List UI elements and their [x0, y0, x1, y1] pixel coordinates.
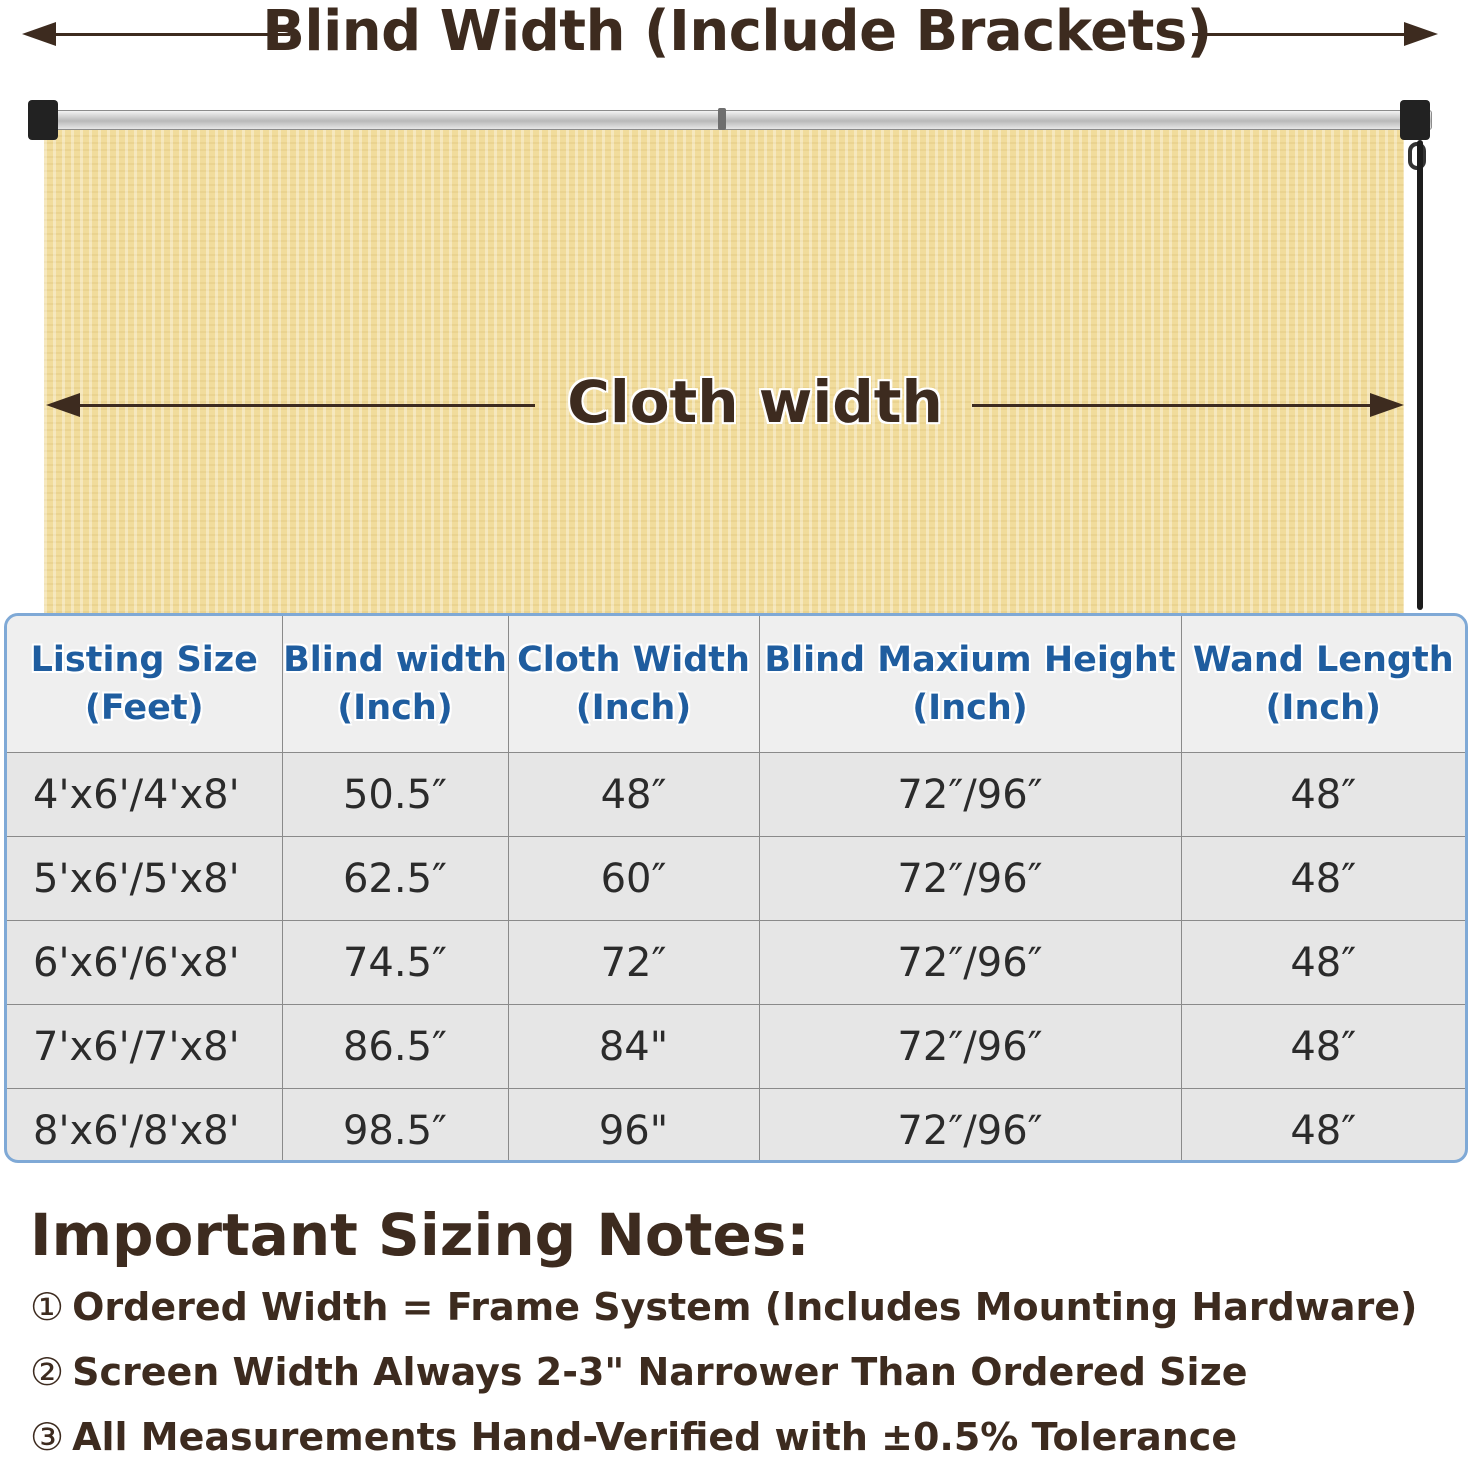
cell-cloth-width: 48″: [508, 753, 759, 837]
cell-blind-width: 98.5″: [282, 1089, 508, 1164]
right-bracket: [1400, 100, 1430, 140]
cell-blind-width: 86.5″: [282, 1005, 508, 1089]
table-row: [7, 921, 1465, 1005]
cell-cloth-width: 84": [508, 1005, 759, 1089]
note-item-1: [30, 1280, 1450, 1334]
left-bracket: [28, 100, 58, 140]
size-table: [4, 613, 1468, 1163]
header-cloth-width: Cloth Width (Inch): [508, 616, 759, 753]
cloth-width-arrow-left-line: [70, 404, 535, 407]
note-item-3: [30, 1410, 1450, 1464]
cloth-width-arrow-left-head: [46, 393, 80, 417]
table-row: [7, 753, 1465, 837]
note-item-2: [30, 1345, 1450, 1399]
cell-wand-length: 48″: [1181, 1005, 1465, 1089]
cell-max-height: 72″/96″: [759, 921, 1181, 1005]
cell-max-height: 72″/96″: [759, 753, 1181, 837]
cell-listing-size: 5'x6'/5'x8': [7, 837, 282, 921]
cell-listing-size: 8'x6'/8'x8': [7, 1089, 282, 1164]
note-text-3: All Measurements Hand-Verified with ±0.5% Tolerance: [72, 1415, 1238, 1459]
rail-joint: [718, 108, 726, 130]
cell-listing-size: 6'x6'/6'x8': [7, 921, 282, 1005]
notes-title: Important Sizing Notes:: [30, 1201, 810, 1269]
note-text-2: Screen Width Always 2-3" Narrower Than Ordered Size: [72, 1350, 1248, 1394]
header-blind-max-height: Blind Maxium Height (Inch): [759, 616, 1181, 753]
cloth-width-label: Cloth width: [567, 368, 943, 436]
note-number-2: ②: [30, 1350, 65, 1394]
cell-cloth-width: 72″: [508, 921, 759, 1005]
cell-blind-width: 62.5″: [282, 837, 508, 921]
header-listing-size: Listing Size (Feet): [7, 616, 282, 753]
cell-blind-width: 50.5″: [282, 753, 508, 837]
header-wand-length: Wand Length (Inch): [1181, 616, 1465, 753]
cell-cloth-width: 96": [508, 1089, 759, 1164]
table-row: [7, 1089, 1465, 1164]
cell-wand-length: 48″: [1181, 921, 1465, 1005]
table-row: [7, 837, 1465, 921]
control-wand: [1417, 140, 1423, 610]
note-number-3: ③: [30, 1415, 65, 1459]
table-row: [7, 1005, 1465, 1089]
cell-wand-length: 48″: [1181, 1089, 1465, 1164]
cell-max-height: 72″/96″: [759, 1005, 1181, 1089]
note-number-1: ①: [30, 1285, 65, 1329]
blind-width-title: Blind Width (Include Brackets): [262, 0, 1212, 64]
header-blind-width: Blind width (Inch): [282, 616, 508, 753]
cell-wand-length: 48″: [1181, 837, 1465, 921]
cell-blind-width: 74.5″: [282, 921, 508, 1005]
cell-max-height: 72″/96″: [759, 837, 1181, 921]
cell-listing-size: 4'x6'/4'x8': [7, 753, 282, 837]
table-header-row: [7, 616, 1465, 753]
cell-max-height: 72″/96″: [759, 1089, 1181, 1164]
roller-rail: [40, 110, 1432, 130]
note-text-1: Ordered Width = Frame System (Includes Mounting Hardware): [72, 1285, 1418, 1329]
cell-cloth-width: 60″: [508, 837, 759, 921]
cloth-width-arrow-right-head: [1370, 393, 1404, 417]
cell-wand-length: 48″: [1181, 753, 1465, 837]
cloth-width-arrow-right-line: [972, 404, 1377, 407]
cell-listing-size: 7'x6'/7'x8': [7, 1005, 282, 1089]
